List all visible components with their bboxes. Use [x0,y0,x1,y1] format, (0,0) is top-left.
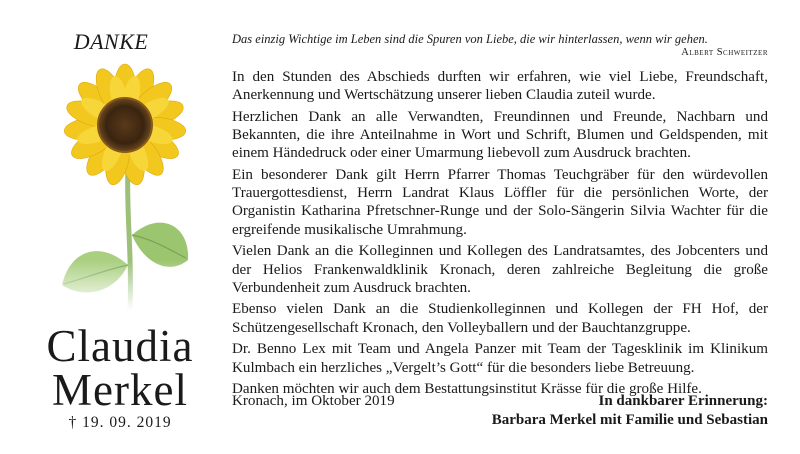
sunflower-image [40,60,210,310]
death-date: † 19. 09. 2019 [68,414,172,431]
danke-heading: DANKE [73,29,149,54]
thanks-paragraph: Ebenso vielen Dank an die Studienkolleginnen und Kollegen der FH Hof, der Schützengesellschaft Kronach, den Volleyballern und der Bauchtanzgruppe. [232,301,768,336]
quote-author [681,47,768,58]
thanks-paragraph: Danken möchten wir auch dem Bestattungsinstitut Krässe für die große Hilfe. [232,381,702,398]
thanks-paragraph: Dr. Benno Lex mit Team und Angela Panzer mit Team der Tagesklinik im Klinikum Kulmbach ein herzliches „Vergelt’s Gott“ für die besonders liebe Betreuung. [232,341,768,376]
quote-text: Das einzig Wichtige im Leben sind die Spuren von Liebe, die wir hinterlassen, wenn wir gehen. [232,32,708,46]
left-column [0,0,222,454]
place-date: Kronach, im Oktober 2019 [232,393,395,409]
thanks-paragraph: In den Stunden des Abschieds durften wir erfahren, wie viel Liebe, Freundschaft, Anerkennung und Wertschätzung unserer lieben Claudia zuteil wurde. [232,69,768,104]
thanks-paragraph: Vielen Dank an die Kolleginnen und Kollegen des Landratsamtes, des Jobcenters und der Helios Frankenwaldklinik Kronach, deren zahlreiche Begleitung die große Verbundenheit zum Ausdruck brachten. [232,243,768,296]
closing-line-1: In dankbarer Erinnerung: [598,393,768,409]
deceased-last-name: Merkel [52,365,188,415]
quote-author-text: Albert Schweitzer [681,47,768,58]
closing-line-2: Barbara Merkel mit Familie und Sebastian [491,412,768,428]
thanks-body [232,68,768,402]
deceased-first-name: Claudia [46,321,194,371]
closing-signature [492,392,768,430]
thanks-paragraph: Ein besonderer Dank gilt Herrn Pfarrer Thomas Teuchgräber für den würdevollen Trauergottesdienst, Herrn Landrat Klaus Löffler für die persönlichen Worte, der Organistin Katharina Pfretschner-Runge und der Solo-Sängerin Silvia Wachter für die ergreifende musikalische Umrahmung. [232,167,768,238]
thanks-paragraph: Herzlichen Dank an alle Verwandten, Freundinnen und Freunde, Nachbarn und Bekannten, die ihre Anteilnahme in Wort und Schrift, Blumen und Geldspenden, mit einem Händedruck oder einer Umarmung liebevoll zum Ausdruck brachten. [232,108,768,162]
